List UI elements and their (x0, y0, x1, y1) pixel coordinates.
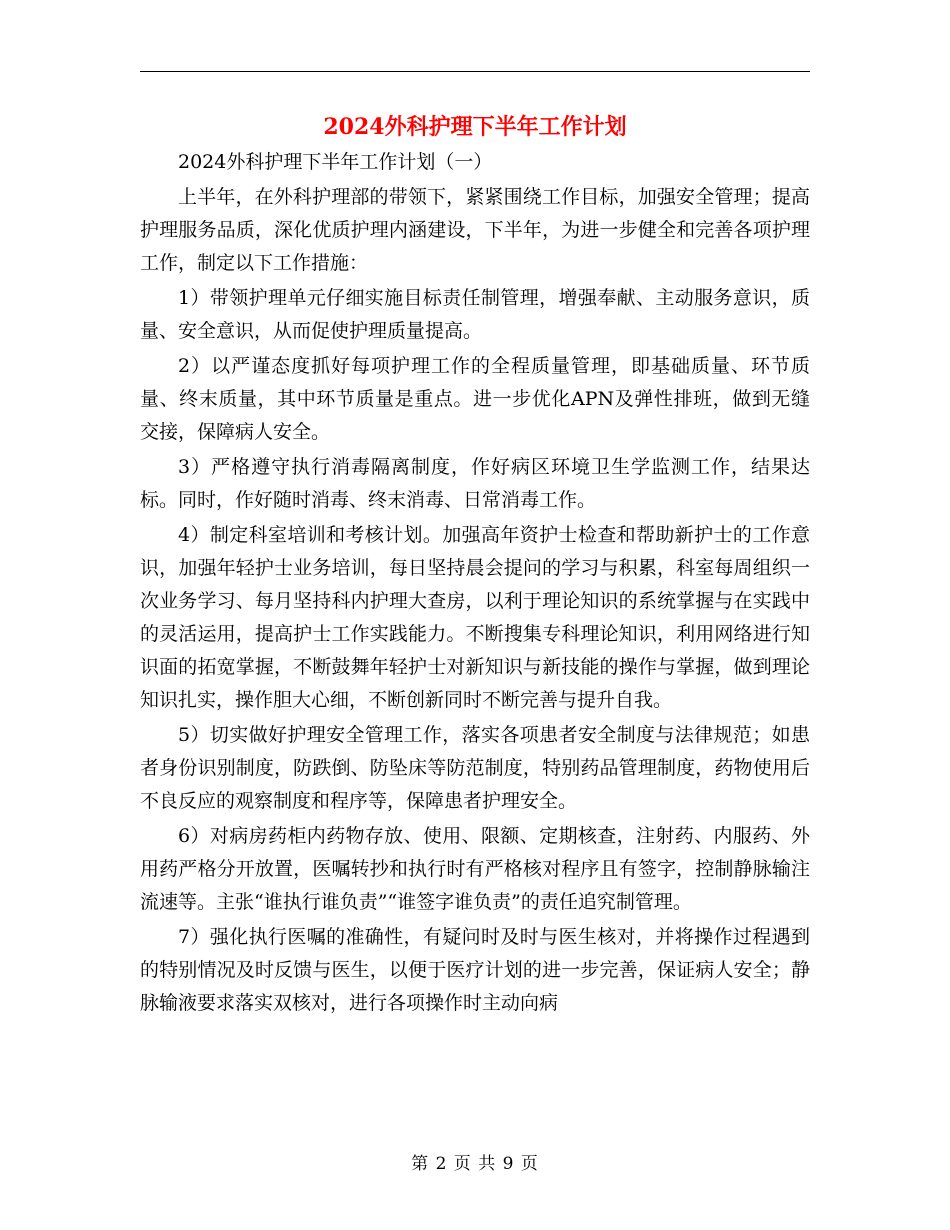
header-rule (140, 71, 810, 72)
page-number: 第 2 页 共 9 页 (411, 1154, 539, 1174)
document-body (140, 146, 810, 1022)
paragraph-item-4: 4）制定科室培训和考核计划。加强高年资护士检查和帮助新护士的工作意识，加强年轻护士业务培训，每日坚持晨会提问的学习与积累，科室每周组织一次业务学习、每月坚持科内护理大查房，以利于理论知识的系统掌握与在实践中的灵活运用，提高护士工作实践能力。不断搜集专科理论知识，利用网络进行知识面的拓宽掌握，不断鼓舞年轻护士对新知识与新技能的操作与掌握，做到理论知识扎实，操作胆大心细，不断创新同时不断完善与提升自我。 (140, 524, 810, 711)
paragraph-item-1: 1）带领护理单元仔细实施目标责任制管理，增强奉献、主动服务意识，质量、安全意识，从而促使护理质量提高。 (140, 287, 810, 342)
paragraph-subtitle: 2024外科护理下半年工作计划（一） (178, 151, 493, 173)
paragraph-item-7: 7）强化执行医嘱的准确性，有疑问时及时与医生核对，并将操作过程遇到的特别情况及时反馈与医生，以便于医疗计划的进一步完善，保证病人安全；静脉输液要求落实双核对，进行各项操作时主动向病 (140, 926, 810, 1014)
paragraph-item-2: 2）以严谨态度抓好每项护理工作的全程质量管理，即基础质量、环节质量、终末质量，其中环节质量是重点。进一步优化APN及弹性排班，做到无缝交接，保障病人安全。 (140, 355, 810, 443)
paragraph-item-5: 5）切实做好护理安全管理工作，落实各项患者安全制度与法律规范；如患者身份识别制度，防跌倒、防坠床等防范制度，特别药品管理制度，药物使用后不良反应的观察制度和程序等，保障患者护理安全。 (140, 724, 810, 812)
paragraph-intro: 上半年，在外科护理部的带领下，紧紧围绕工作目标，加强安全管理；提高护理服务品质，深化优质护理内涵建设，下半年，为进一步健全和完善各项护理工作，制定以下工作措施： (140, 186, 810, 274)
document-title: 2024外科护理下半年工作计划 (323, 114, 627, 140)
page-footer (0, 1151, 950, 1177)
paragraph-item-6: 6）对病房药柜内药物存放、使用、限额、定期核查，注射药、内服药、外用药严格分开放置，医嘱转抄和执行时有严格核对程序且有签字，控制静脉输注流速等。主张“谁执行谁负责”“谁签字谁负责”的责任追究制管理。 (140, 825, 810, 913)
paragraph-item-3: 3）严格遵守执行消毒隔离制度，作好病区环境卫生学监测工作，结果达标。同时，作好随时消毒、终末消毒、日常消毒工作。 (140, 456, 810, 511)
